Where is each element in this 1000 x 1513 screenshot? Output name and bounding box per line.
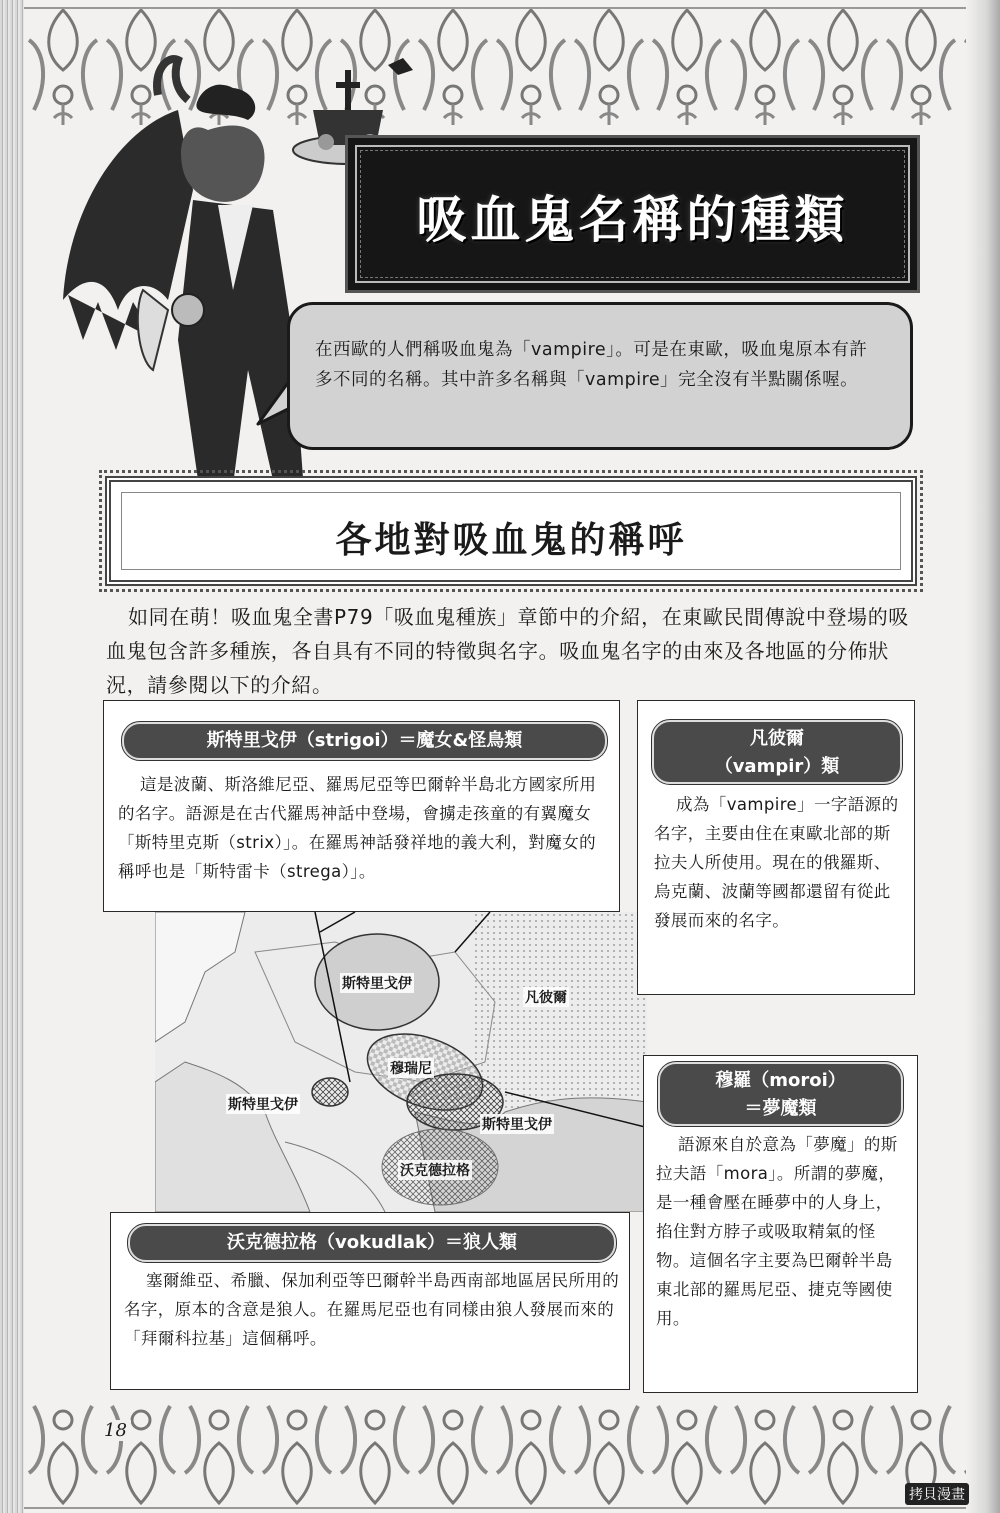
section-heading-frame (105, 476, 917, 586)
map-label-moroi: 穆瑞尼 (388, 1058, 434, 1078)
vokudlak-text: 塞爾維亞、希臘、保加利亞等巴爾幹半島西南部地區居民所用的名字，原本的含意是狼人。在羅馬尼亞也有同樣由狼人發展而來的「拜爾科拉基」這個稱呼。 (124, 1271, 620, 1348)
moroi-title-line2: ＝夢魔類 (744, 1098, 817, 1119)
vampir-text: 成為「vampire」一字語源的名字，主要由住在東歐北部的斯拉夫人所使用。現在的俄羅斯、烏克蘭、波蘭等國都還留有從此發展而來的名字。 (654, 795, 899, 930)
vampir-title-line1: 凡彼爾 (750, 728, 804, 749)
map-label-vampir: 凡彼爾 (523, 987, 569, 1007)
speech-text: 在西歐的人們稱吸血鬼為「vampire」。可是在東歐，吸血鬼原本有許多不同的名稱。其中許多名稱與「vampire」完全沒有半點關係喔。 (315, 340, 868, 390)
strigoi-title: 斯特里戈伊（strigoi）＝魔女&怪鳥類 (122, 722, 607, 760)
speech-bubble (287, 302, 913, 450)
page-number: 18 (100, 1420, 131, 1441)
vampir-title (652, 720, 902, 784)
title-banner (345, 135, 920, 293)
map-label-strigoi-west: 斯特里戈伊 (226, 1094, 300, 1114)
moroi-title (658, 1062, 903, 1126)
moroi-text: 語源來自於意為「夢魔」的斯拉夫語「mora」。所謂的夢魔，是一種會壓在睡夢中的人身上，掐住對方脖子或吸取精氣的怪物。這個名字主要為巴爾幹半島東北部的羅馬尼亞、捷克等國使用。 (656, 1135, 898, 1328)
page-edge (966, 0, 1000, 1513)
map-label-vokudlak: 沃克德拉格 (398, 1160, 472, 1180)
map-label-strigoi-east: 斯特里戈伊 (480, 1114, 554, 1134)
page-title: 吸血鬼名稱的種類 (416, 190, 849, 249)
intro-paragraph: 如同在萌！吸血鬼全書P79「吸血鬼種族」章節中的介紹，在東歐民間傳說中登場的吸血鬼包含許多種族，各自具有不同的特徵與名字。吸血鬼名字的由來及各地區的分佈狀況，請參閱以下的介紹。 (106, 605, 909, 697)
watermark: 拷貝漫畫 (905, 1483, 969, 1505)
strigoi-text: 這是波蘭、斯洛維尼亞、羅馬尼亞等巴爾幹半島北方國家所用的名字。語源是在古代羅馬神話中登場，會擄走孩童的有翼魔女「斯特里克斯（strix）」。在羅馬神話發祥地的義大利，對魔女的稱呼也是「斯特雷卡（strega）」。 (118, 775, 597, 881)
map-label-strigoi-north: 斯特里戈伊 (340, 973, 414, 993)
page-binding (0, 0, 24, 1513)
bottom-ornament (24, 1398, 966, 1513)
moroi-title-line1: 穆羅（moroi） (715, 1070, 846, 1091)
vokudlak-title: 沃克德拉格（vokudlak）＝狼人類 (128, 1224, 616, 1262)
vampir-title-line2: （vampir）類 (714, 756, 840, 777)
section-title: 各地對吸血鬼的稱呼 (335, 519, 687, 561)
